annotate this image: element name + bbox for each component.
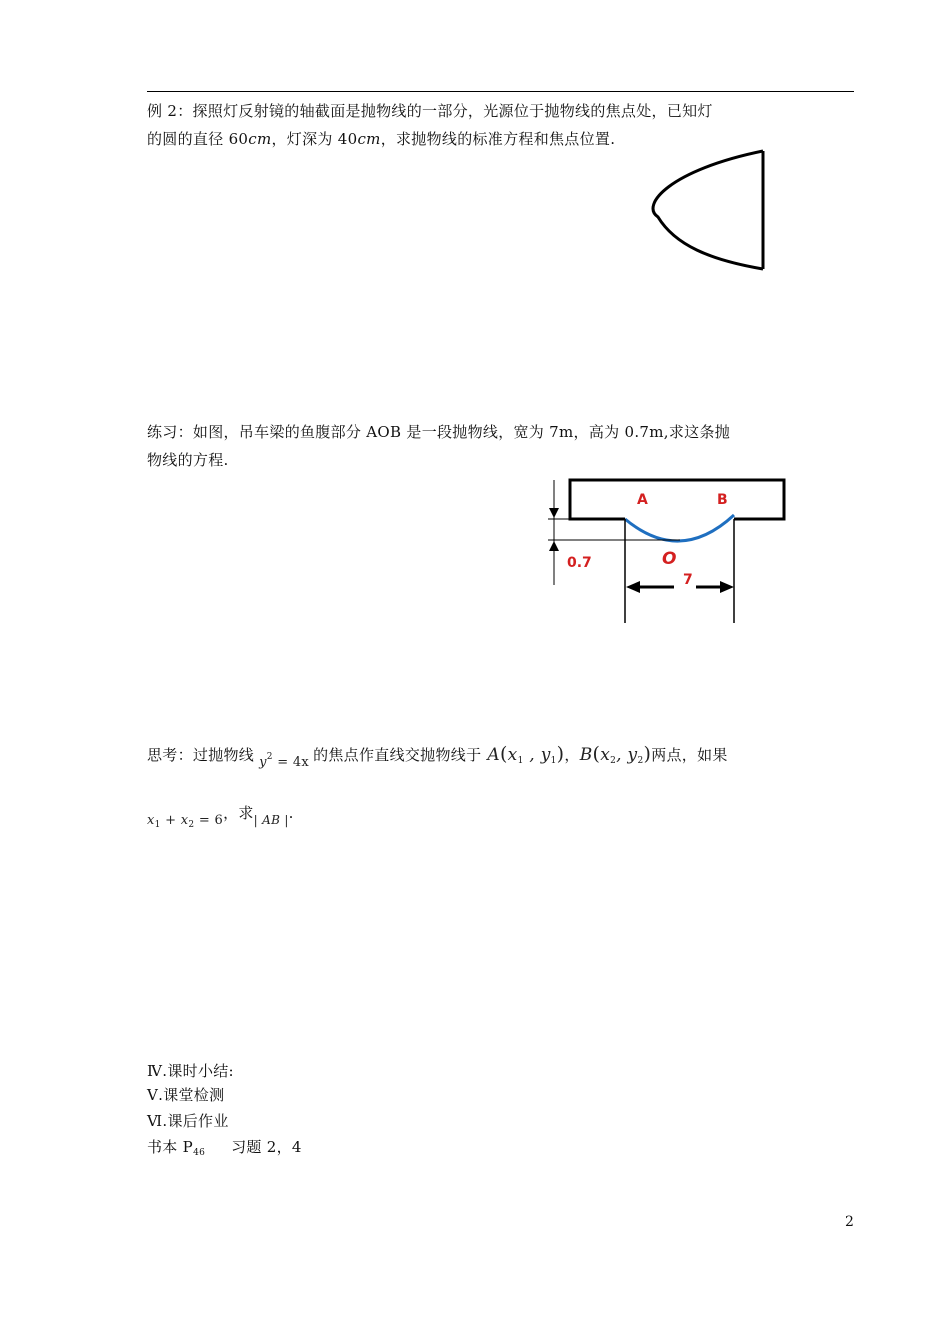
equation-parabola [259,752,310,770]
example2-text-a: 的圆的直径 60 [147,130,249,148]
example2-line1: 例 2：探照灯反射镜的轴截面是抛物线的一部分，光源位于抛物线的焦点处，已知灯 [147,102,713,120]
label-o: O [662,549,677,569]
cond-x1-sub: 1 [154,820,161,830]
point-a-y: y [540,745,551,765]
height-arrow-down [549,508,559,518]
think-mid: 的焦点作直线交抛物线于 [313,746,482,764]
summary-item-4: Ⅳ.课时小结: [147,1062,234,1080]
point-b-x: x [600,745,611,765]
point-a-label: A [487,745,500,765]
cond-x1: x [147,813,155,828]
crane-beam-figure [540,475,800,625]
fish-belly-curve [625,515,734,541]
searchlight-figure [650,145,775,275]
point-b-y-sub: 2 [637,756,644,766]
label-width: 7 [683,572,693,588]
segment-ab: | AB | [253,813,289,827]
point-b-label: B [579,745,593,765]
eq-exponent: 2 [266,752,273,762]
height-arrow-up [549,541,559,551]
beam-outline [570,480,784,519]
unit-cm-2: cm [357,130,381,148]
point-b-x-sub: 2 [610,756,617,766]
condition-equation [147,813,223,828]
think-prefix: 思考：过抛物线 [147,746,255,764]
label-height: 0.7 [567,555,592,571]
summary-item-5: Ⅴ.课堂检测 [147,1086,225,1104]
example2-line2 [147,129,615,149]
eq-y: y [259,755,267,770]
think-suffix: 两点，如果 [651,746,728,764]
point-b-y: y [627,745,638,765]
header-rule [147,91,854,92]
point-b: $B(x_2$, $y_2$) [579,743,652,766]
homework-line [147,1137,302,1163]
point-a-x: x [507,745,518,765]
page-number: 2 [845,1214,854,1230]
point-a: $A(x_1$ , $y_1$) [487,743,565,766]
think-ask: ，求 [223,804,254,822]
homework-page-sub: 46 [193,1148,206,1158]
reflector-parabola [653,151,763,269]
exercise-line1: 练习：如图，吊车梁的鱼腹部分 AOB 是一段抛物线，宽为 7m，高为 0.7m,求这条抛 [147,423,731,441]
homework-book: 书本 P [147,1138,194,1156]
think-line1: 思考：过抛物线 $y^2 = 4x$ 的焦点作直线交抛物线于 $A(x_1$ , $y_1$)，$B(x_2$, $y_2$)两点，如果 [147,743,728,770]
point-a-x-sub: 1 [517,756,524,766]
width-arrow-right-head [720,581,734,593]
think-end: . [288,804,294,822]
cond-eq: = 6 [198,813,224,828]
point-a-y-sub: 1 [550,756,557,766]
unit-cm-1: cm [248,130,272,148]
cond-plus: + [165,813,177,828]
example2-text-b: ，灯深为 40 [271,130,358,148]
summary-item-6: Ⅵ.课后作业 [147,1112,229,1130]
eq-rhs: = 4x [277,755,310,770]
label-a: A [637,492,648,508]
example2-text-c: ，求抛物线的标准方程和焦点位置. [380,130,616,148]
label-b: B [717,492,728,508]
exercise-line2: 物线的方程. [147,451,229,469]
cond-x2-sub: 2 [188,820,195,830]
cond-x2: x [180,813,189,828]
homework-exercises: 习题 2，4 [231,1138,302,1156]
think-line2 [147,803,294,829]
width-arrow-left-head [626,581,640,593]
